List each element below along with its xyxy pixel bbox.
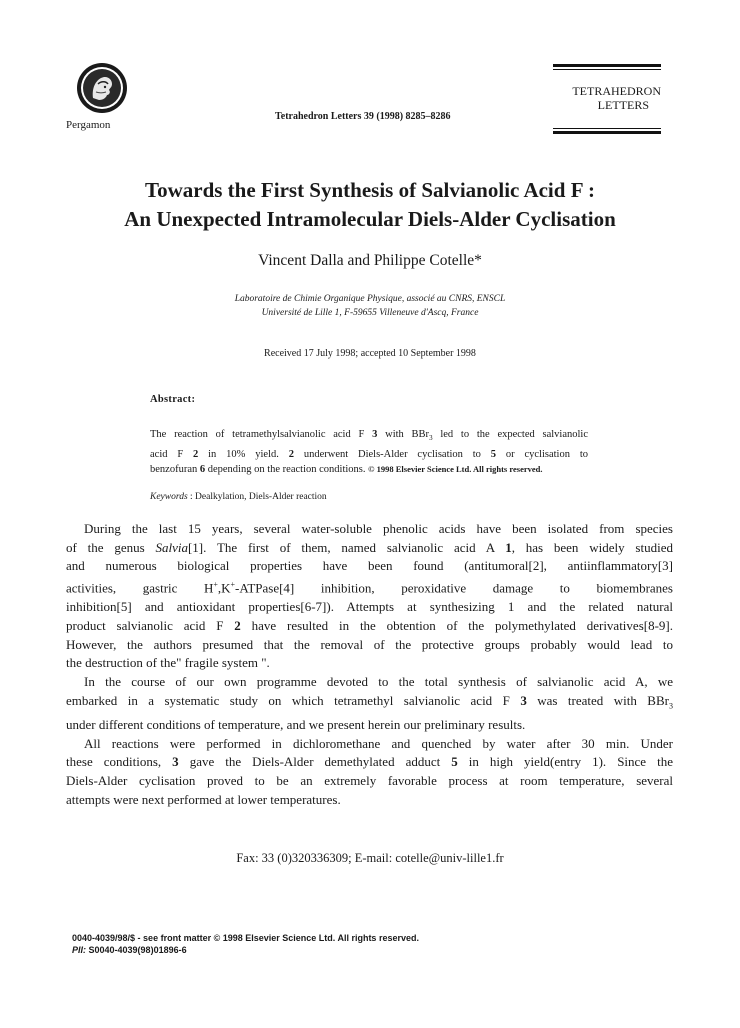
rule-divider — [553, 131, 661, 134]
corresponding-contact: Fax: 33 (0)320336309; E-mail: cotelle@univ-lille1.fr — [236, 851, 504, 865]
author-affiliation: Laboratoire de Chimie Organique Physique, associé au CNRS, ENSCL Université de Lille 1, F-59655 Villeneuve d'Ascq, France — [234, 294, 506, 318]
paragraph: In the course of our own programme devoted to the total synthesis of salvianolic acid A, we embarked in a systematic study on which tetramethyl salvianolic acid F 3 was treated with BBr$_3$ under different conditions of temperature, and we present herein our preliminary results. — [66, 673, 673, 732]
journal-name-block — [553, 64, 661, 134]
rule-divider — [553, 69, 661, 70]
journal-reference: Tetrahedron Letters 39 (1998) 8285–8286 — [275, 111, 451, 122]
page-footer — [72, 932, 419, 956]
issn-copyright: 0040-4039/98/$ - see front matter © 1998 Elsevier Science Ltd. All rights reserved. — [72, 933, 419, 943]
paragraph: During the last 15 years, several water-soluble phenolic acids have been isolated from species of the genus Salvia[1]. The first of them, named salvianolic acid A 1, has been widely studied and numerous biological properties have been found (antitumoral[2], antiinflammatory[3] activities, gastric H+,K+-ATPase[4] inhibition, peroxidative damage to biomembranes inhibition[5] and antioxidant properties[6-7]). Attempts at synthesizing 1 and the related natural product salvianolic acid F 2 have resulted in the obtention of the polymethylated derivatives[8-9]. However, the authors presumed that the removal of the protective groups probably would lead to the destruction of the" fragile system ". — [66, 521, 673, 671]
publisher-logo-icon — [76, 62, 128, 114]
received-dates: Received 17 July 1998; accepted 10 September 1998 — [264, 348, 476, 359]
rule-divider — [553, 64, 661, 67]
journal-name: TETRAHEDRON LETTERS — [572, 84, 661, 112]
paragraph: All reactions were performed in dichloromethane and quenched by water after 30 min. Under these conditions, 3 gave the Diels-Alder demethylated adduct 5 in high yield(entry 1). Since the Diels-Alder cyclisation proved to be an extremely favorable process at room temperature, several attempts were next performed at lower temperatures. — [66, 735, 673, 807]
rule-divider — [553, 128, 661, 129]
abstract-heading: Abstract: — [150, 394, 196, 405]
body-text — [66, 520, 673, 809]
article-authors: Vincent Dalla and Philippe Cotelle* — [258, 252, 482, 269]
publisher-name: Pergamon — [66, 119, 111, 131]
abstract-text: The reaction of tetramethylsalvianolic acid F 3 with BBr$_3$ led to the expected salvianolic acid F 2 in 10% yield. 2 underwent Diels-Alder cyclisation to 5 or cyclisation to benzofuran 6 depending on the reaction conditions. © 1998 Elsevier Science Ltd. All rights reserved. — [150, 429, 589, 476]
keywords: Keywords : Dealkylation, Diels-Alder reaction — [150, 492, 327, 502]
abstract-copyright: © 1998 Elsevier Science Ltd. All rights reserved. — [368, 464, 543, 475]
article-title: Towards the First Synthesis of Salvianolic Acid F : An Unexpected Intramolecular Diels-Alder Cyclisation — [124, 178, 616, 231]
pii-identifier: PII: S0040-4039(98)01896-6 — [72, 945, 187, 955]
